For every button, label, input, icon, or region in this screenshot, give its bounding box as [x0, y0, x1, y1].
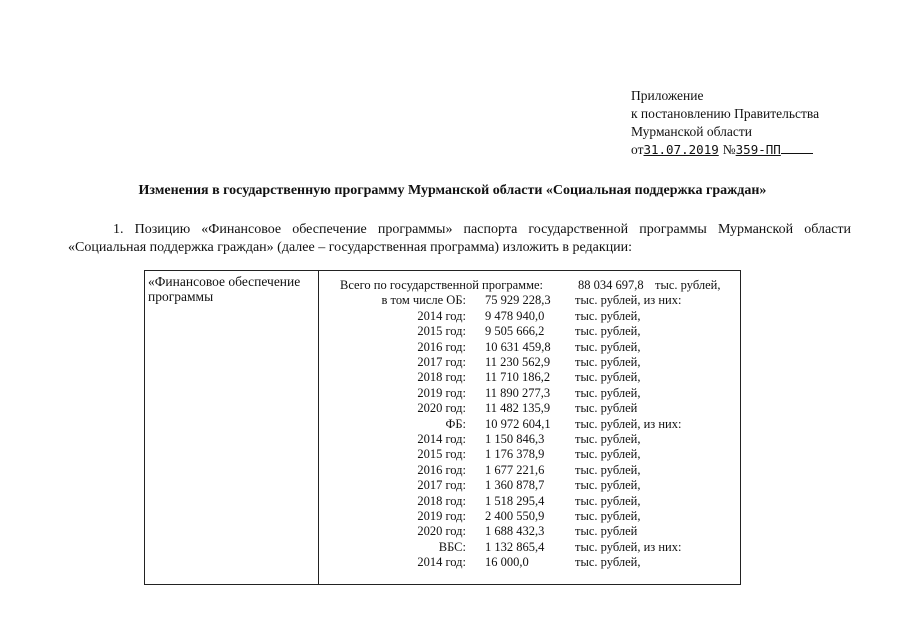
- financing-row: [145, 308, 742, 324]
- financing-row: [145, 277, 742, 293]
- row-value: 11 710 186,2: [485, 370, 551, 385]
- row-value: 10 972 604,1: [485, 416, 551, 431]
- row-unit: тыс. рублей,: [575, 324, 641, 339]
- row-unit: тыс. рублей, из них:: [575, 293, 682, 308]
- appendix-heading: Приложение: [631, 88, 704, 103]
- financing-row: [145, 292, 742, 308]
- row-value: 16 000,0: [485, 555, 529, 570]
- row-value: 2 400 550,9: [485, 509, 545, 523]
- row-label: 2016 год:: [417, 462, 466, 477]
- row-value: 88 034 697,8: [578, 278, 644, 292]
- row-value: 1 688 432,3: [485, 524, 545, 539]
- financing-row: [145, 523, 742, 539]
- financing-row: [145, 477, 742, 493]
- row-unit: тыс. рублей,: [575, 509, 641, 523]
- row-label: 2018 год:: [417, 370, 466, 385]
- row-unit: тыс. рублей,: [575, 339, 641, 354]
- row-label: в том числе ОБ:: [381, 293, 466, 308]
- appendix-number-label: №: [722, 142, 736, 157]
- financing-row: [145, 554, 742, 570]
- financing-row: [145, 369, 742, 385]
- row-label: 2017 год:: [417, 355, 466, 369]
- row-label: 2014 год:: [417, 432, 466, 446]
- row-unit: тыс. рублей,: [575, 478, 641, 493]
- row-label: 2018 год:: [417, 493, 466, 508]
- row-label: 2019 год:: [417, 385, 466, 400]
- financing-row: [145, 400, 742, 416]
- appendix-order-line: [631, 141, 819, 159]
- row-unit: тыс. рублей,: [575, 308, 641, 323]
- row-label: 2014 год:: [417, 308, 466, 323]
- appendix-decree-line: к постановлению Правительства: [631, 106, 820, 121]
- financing-row: [145, 446, 742, 462]
- row-unit: тыс. рублей, из них:: [575, 539, 682, 554]
- row-unit: тыс. рублей,: [655, 278, 721, 292]
- appendix-block: [631, 87, 819, 159]
- row-label: 2015 год:: [417, 324, 466, 339]
- row-value: 1 518 295,4: [485, 493, 545, 508]
- row-label: 2017 год:: [417, 478, 466, 493]
- row-label: 2020 год:: [417, 401, 466, 416]
- row-unit: тыс. рублей,: [575, 555, 641, 570]
- row-value: 75 929 228,3: [485, 293, 551, 308]
- appendix-number: 359-ПП: [735, 142, 781, 157]
- row-value: 1 360 878,7: [485, 478, 545, 493]
- appendix-from-label: от: [631, 142, 644, 157]
- row-unit: тыс. рублей,: [575, 355, 641, 369]
- financing-row: [145, 539, 742, 555]
- document-title: Изменения в государственную программу Мурманской области «Социальная поддержка граждан»: [138, 183, 767, 198]
- appendix-region-line: Мурманской области: [631, 124, 752, 139]
- row-value: 11 230 562,9: [485, 355, 551, 369]
- row-label: 2015 год:: [417, 447, 466, 462]
- row-label: ВБС:: [438, 539, 466, 554]
- row-value: 1 150 846,3: [485, 432, 545, 446]
- row-value: 1 132 865,4: [485, 539, 545, 554]
- body-paragraph-text: 1. Позицию «Финансовое обеспечение программы» паспорта государственной программы Мурманской области «Социальная поддержка граждан» (далее – государственная программа) изложить в редакции:: [68, 222, 851, 255]
- financing-row: [145, 339, 742, 355]
- row-label: 2019 год:: [417, 509, 466, 523]
- row-value: 1 176 378,9: [485, 447, 545, 462]
- row-unit: тыс. рублей,: [575, 385, 641, 400]
- appendix-underline: [781, 142, 813, 154]
- row-unit: тыс. рублей: [575, 401, 638, 416]
- financing-row: [145, 385, 742, 401]
- row-value: 9 505 666,2: [485, 324, 545, 339]
- row-unit: тыс. рублей,: [575, 462, 641, 477]
- row-unit: тыс. рублей,: [575, 370, 641, 385]
- row-value: 11 890 277,3: [485, 385, 551, 400]
- financing-row: [145, 416, 742, 432]
- row-unit: тыс. рублей,: [575, 493, 641, 508]
- financing-row: [145, 323, 742, 339]
- body-paragraph: [68, 221, 851, 257]
- row-label: 2020 год:: [417, 524, 466, 539]
- row-value: 11 482 135,9: [485, 401, 551, 416]
- row-value: 10 631 459,8: [485, 339, 551, 354]
- appendix-date: 31.07.2019: [643, 142, 719, 157]
- financing-row: [145, 354, 742, 370]
- financing-table: [144, 270, 741, 585]
- financing-row: [145, 508, 742, 524]
- financing-row: [145, 462, 742, 478]
- row-unit: тыс. рублей: [575, 524, 638, 539]
- financing-label-cell: «Финансовое обеспечение программы: [148, 274, 301, 304]
- financing-row: [145, 493, 742, 509]
- row-value: 1 677 221,6: [485, 462, 545, 477]
- row-value: 9 478 940,0: [485, 308, 545, 323]
- row-label: 2014 год:: [417, 555, 466, 570]
- row-label: 2016 год:: [417, 339, 466, 354]
- row-unit: тыс. рублей, из них:: [575, 416, 682, 431]
- row-label: ФБ:: [445, 416, 466, 431]
- row-label: Всего по государственной программе:: [340, 278, 544, 292]
- row-unit: тыс. рублей,: [575, 432, 641, 446]
- row-unit: тыс. рублей,: [575, 447, 641, 462]
- financing-row: [145, 431, 742, 447]
